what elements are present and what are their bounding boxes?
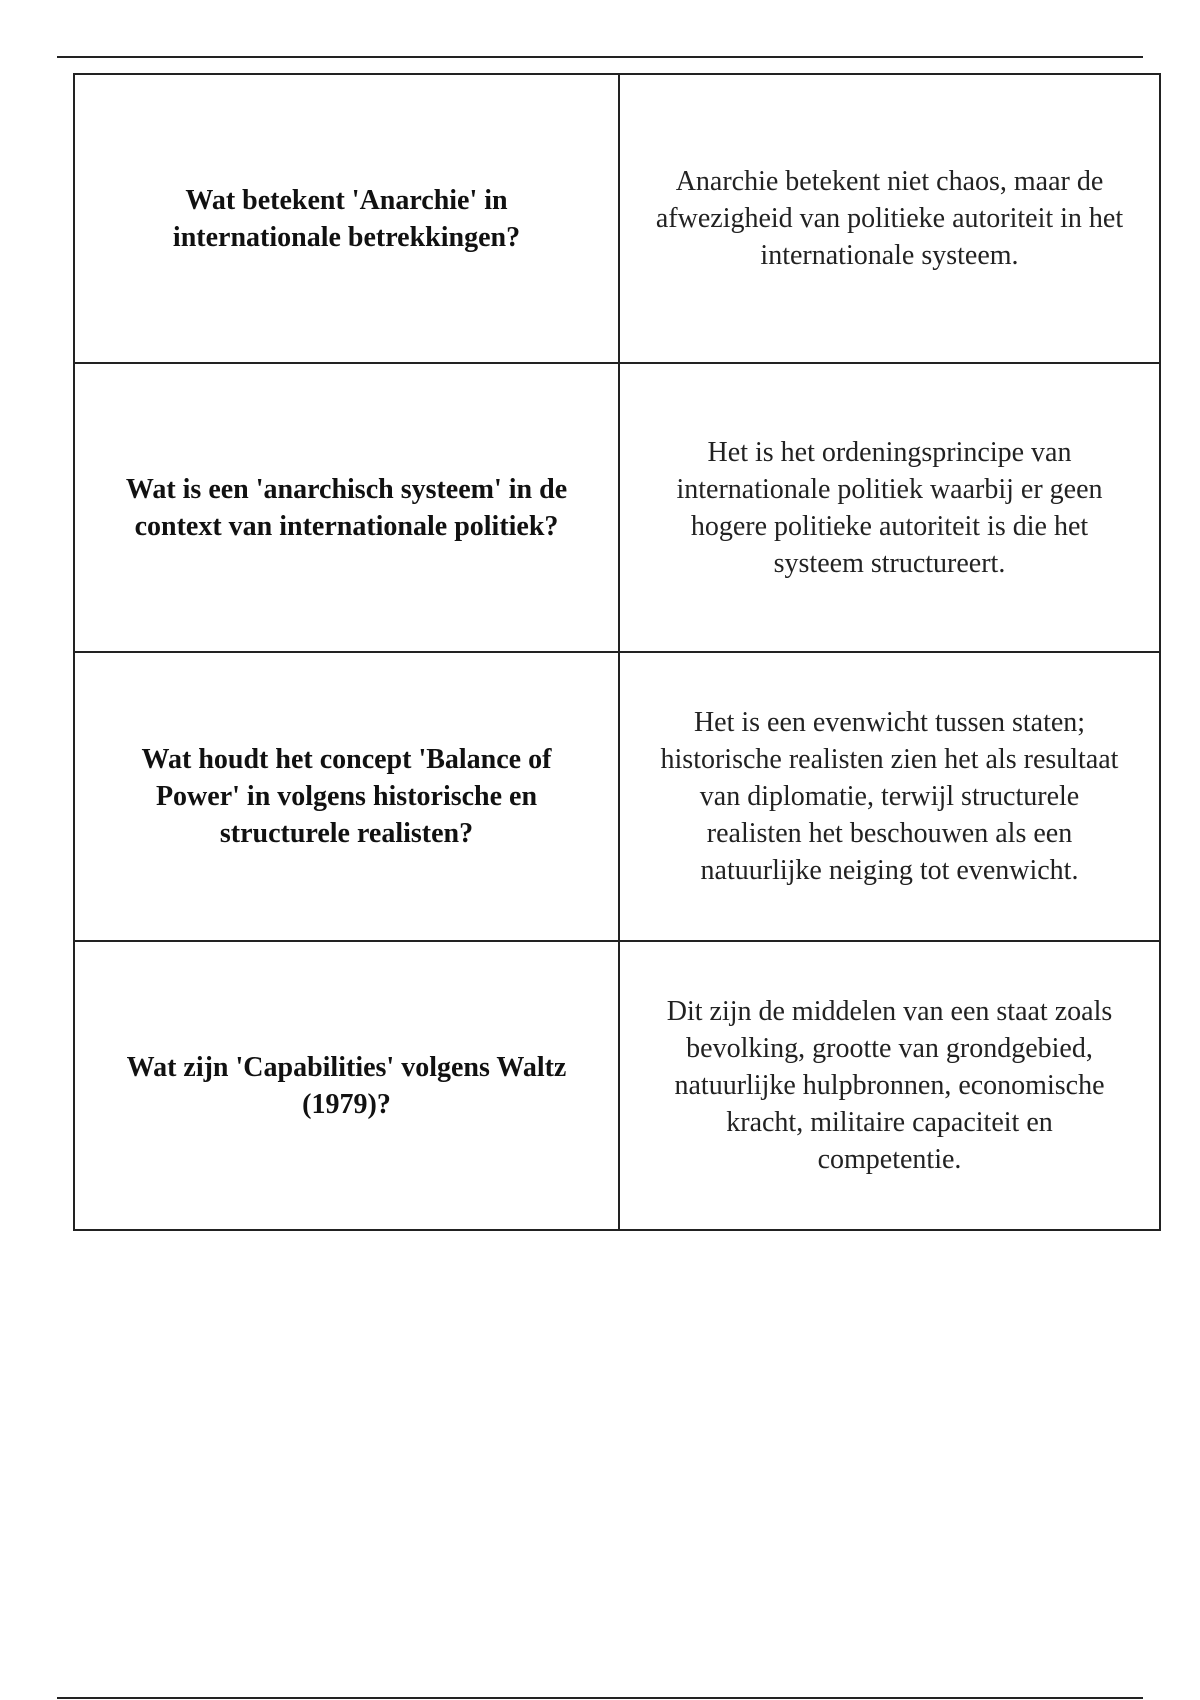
flashcard-row bbox=[74, 941, 1160, 1230]
flashcard-table bbox=[73, 73, 1161, 1231]
flashcard-question: Wat zijn 'Capabilities' volgens Waltz (1979)? bbox=[74, 941, 619, 1230]
flashcard-answer: Anarchie betekent niet chaos, maar de afwezigheid van politieke autoriteit in het internationale systeem. bbox=[619, 74, 1160, 363]
header-rule bbox=[57, 56, 1143, 58]
flashcard-question: Wat is een 'anarchisch systeem' in de context van internationale politiek? bbox=[74, 363, 619, 652]
flashcard-question: Wat betekent 'Anarchie' in internationale betrekkingen? bbox=[74, 74, 619, 363]
flashcard-answer: Het is een evenwicht tussen staten; historische realisten zien het als resultaat van diplomatie, terwijl structurele realisten het beschouwen als een natuurlijke neiging tot evenwicht. bbox=[619, 652, 1160, 941]
footer-rule bbox=[57, 1697, 1143, 1699]
flashcard-answer: Het is het ordeningsprincipe van internationale politiek waarbij er geen hogere politieke autoriteit is die het systeem structureert. bbox=[619, 363, 1160, 652]
flashcard-row bbox=[74, 652, 1160, 941]
flashcard-row bbox=[74, 74, 1160, 363]
flashcard-answer: Dit zijn de middelen van een staat zoals bevolking, grootte van grondgebied, natuurlijke hulpbronnen, economische kracht, militaire capaciteit en competentie. bbox=[619, 941, 1160, 1230]
flashcard-row bbox=[74, 363, 1160, 652]
flashcard-question: Wat houdt het concept 'Balance of Power' in volgens historische en structurele realisten? bbox=[74, 652, 619, 941]
